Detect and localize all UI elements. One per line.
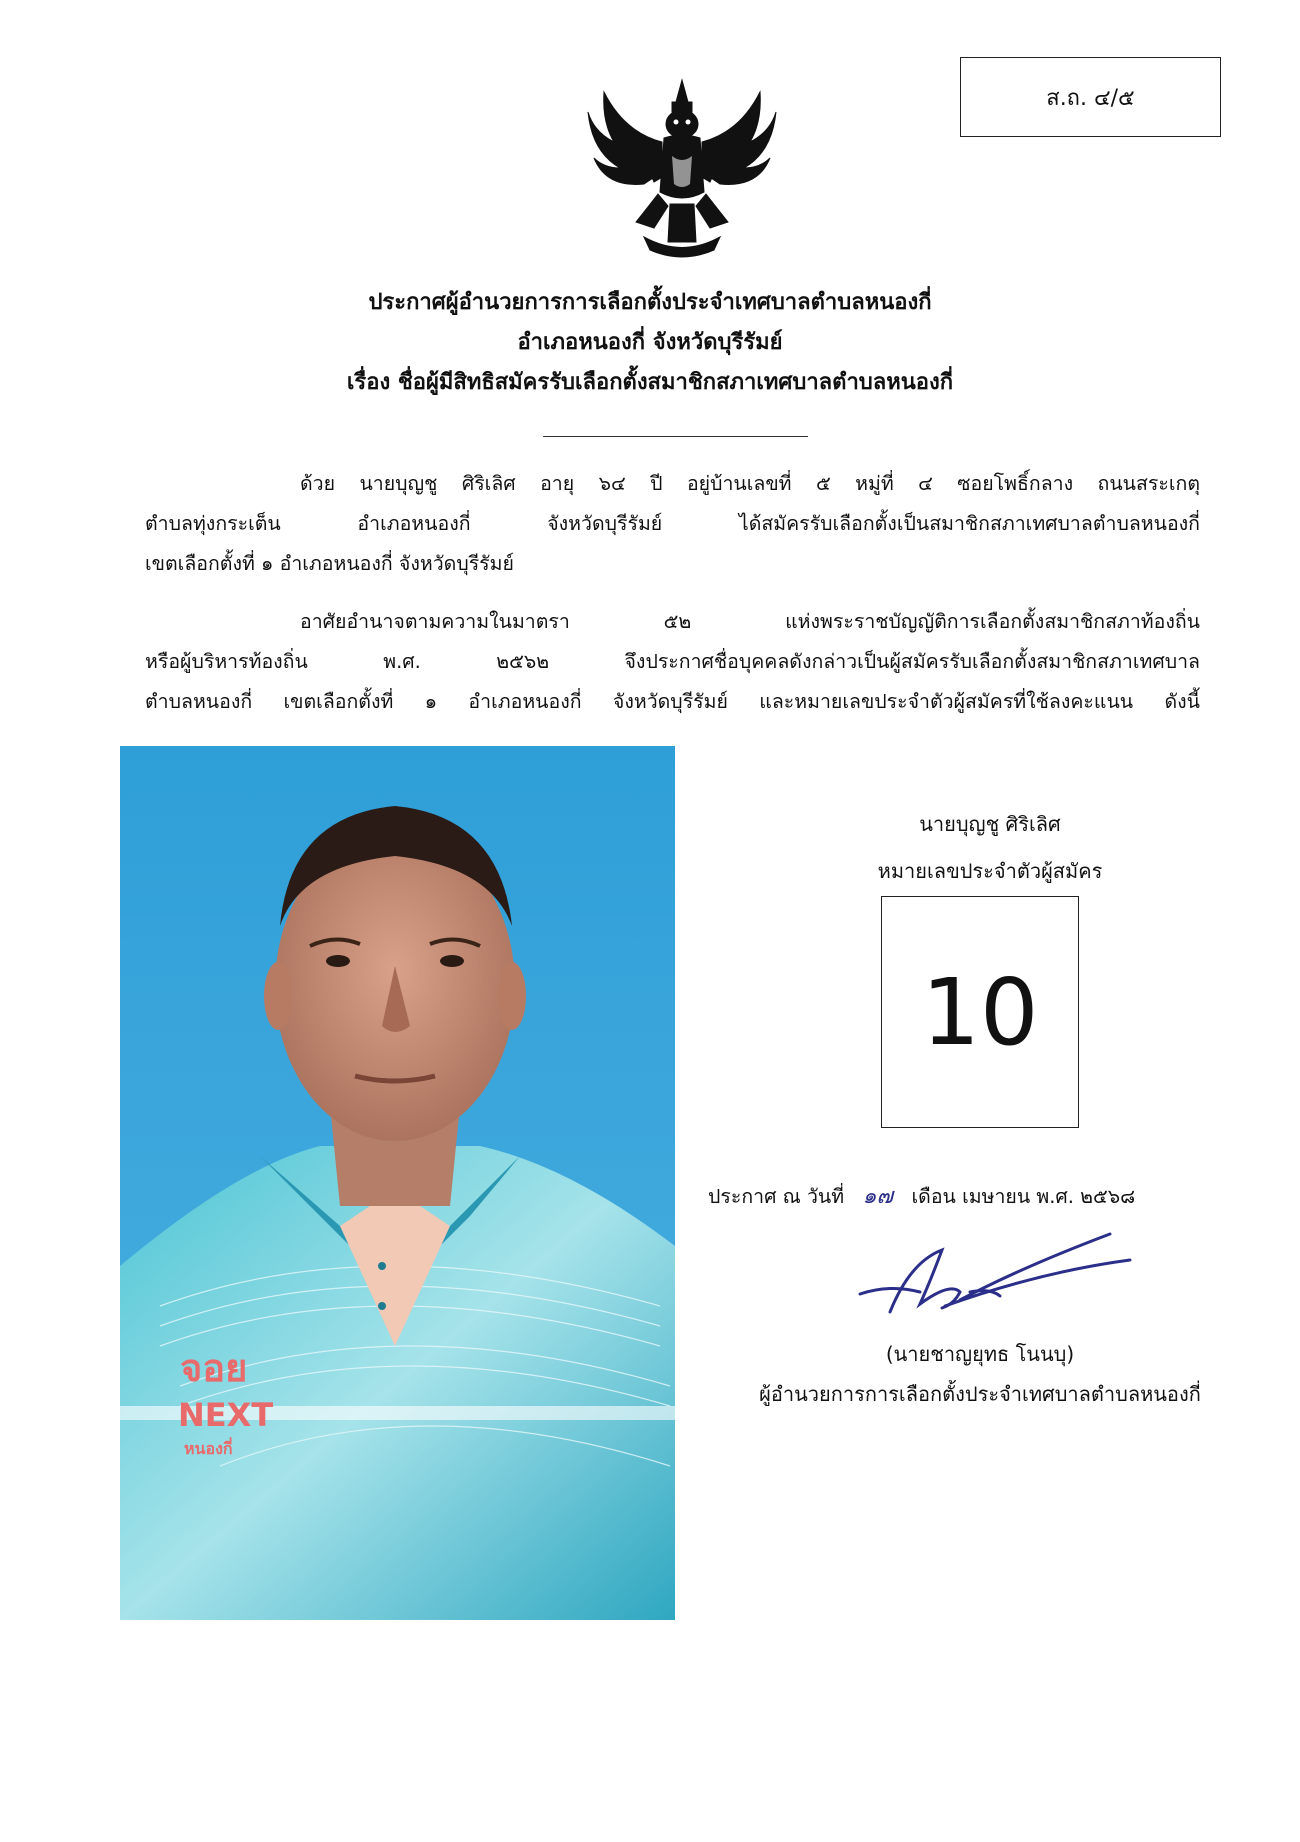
paragraph-candidate-info (145, 464, 1200, 584)
title-line-2: อำเภอหนองกี่ จังหวัดบุรีรัมย์ (517, 330, 783, 355)
shirt-logo-town: หนองกี่ (184, 1439, 233, 1458)
candidate-portrait (120, 746, 675, 1620)
candidate-photo (120, 746, 675, 1620)
shirt-logo-text: จอย (180, 1346, 248, 1390)
signature (850, 1222, 1140, 1322)
title-line-3: เรื่อง ชื่อผู้มีสิทธิสมัครรับเลือกตั้งสมาชิกสภาเทศบาลตำบลหนองกี่ (346, 370, 954, 395)
candidate-number-box (881, 896, 1079, 1128)
candidate-number: 10 (921, 958, 1039, 1066)
form-code: ส.ถ. ๔/๕ (1046, 85, 1135, 111)
title-line-1: ประกาศผู้อำนวยการการเลือกตั้งประจำเทศบาลตำบลหนองกี่ (368, 290, 932, 315)
announcement-title (0, 283, 1300, 403)
signer-name: (นายชาญยุทธ โนนบุ) (885, 1342, 1075, 1366)
form-code-box (960, 57, 1221, 137)
paragraph-line: ด้วย นายบุญชู ศิริเลิศ อายุ ๖๔ ปี อยู่บ้านเลขที่ ๕ หมู่ที่ ๔ ซอยโพธิ์กลาง ถนนสระเกตุ (300, 472, 1200, 495)
paragraph-line: เขตเลือกตั้งที่ ๑ อำเภอหนองกี่ จังหวัดบุรีรัมย์ (145, 552, 514, 575)
date-day-handwritten: ๑๗ (862, 1184, 894, 1209)
paragraph-legal-basis (145, 602, 1200, 722)
paragraph-line: อาศัยอำนาจตามความในมาตรา ๕๒ แห่งพระราชบัญญัติการเลือกตั้งสมาชิกสภาท้องถิ่น (300, 610, 1200, 633)
paragraph-line: ตำบลหนองกี่ เขตเลือกตั้งที่ ๑ อำเภอหนองกี่ จังหวัดบุรีรัมย์ และหมายเลขประจำตัวผู้สมัครที่ใช้ลงคะแนน ดังนี้ (145, 690, 1200, 713)
title-divider (543, 436, 808, 437)
date-prefix: ประกาศ ณ วันที่ (708, 1185, 845, 1208)
signer-title: ผู้อำนวยการการเลือกตั้งประจำเทศบาลตำบลหนองกี่ (759, 1382, 1201, 1406)
paragraph-line: ตำบลทุ่งกระเต็น อำเภอหนองกี่ จังหวัดบุรีรัมย์ ได้สมัครรับเลือกตั้งเป็นสมาชิกสภาเทศบาลตำบลหนองกี่ (145, 512, 1200, 535)
shirt-logo-next: NEXT (178, 1396, 274, 1434)
candidate-number-label: หมายเลขประจำตัวผู้สมัคร (877, 859, 1103, 883)
paragraph-line: หรือผู้บริหารท้องถิ่น พ.ศ. ๒๕๖๒ จึงประกาศชื่อบุคคลดังกล่าวเป็นผู้สมัครรับเลือกตั้งสมาชิกสภาเทศบาล (145, 650, 1200, 673)
date-suffix: เดือน เมษายน พ.ศ. ๒๕๖๘ (911, 1185, 1136, 1208)
announcement-date (708, 1178, 1178, 1213)
candidate-name: นายบุญชู ศิริเลิศ (919, 812, 1061, 836)
garuda-emblem (584, 72, 780, 262)
